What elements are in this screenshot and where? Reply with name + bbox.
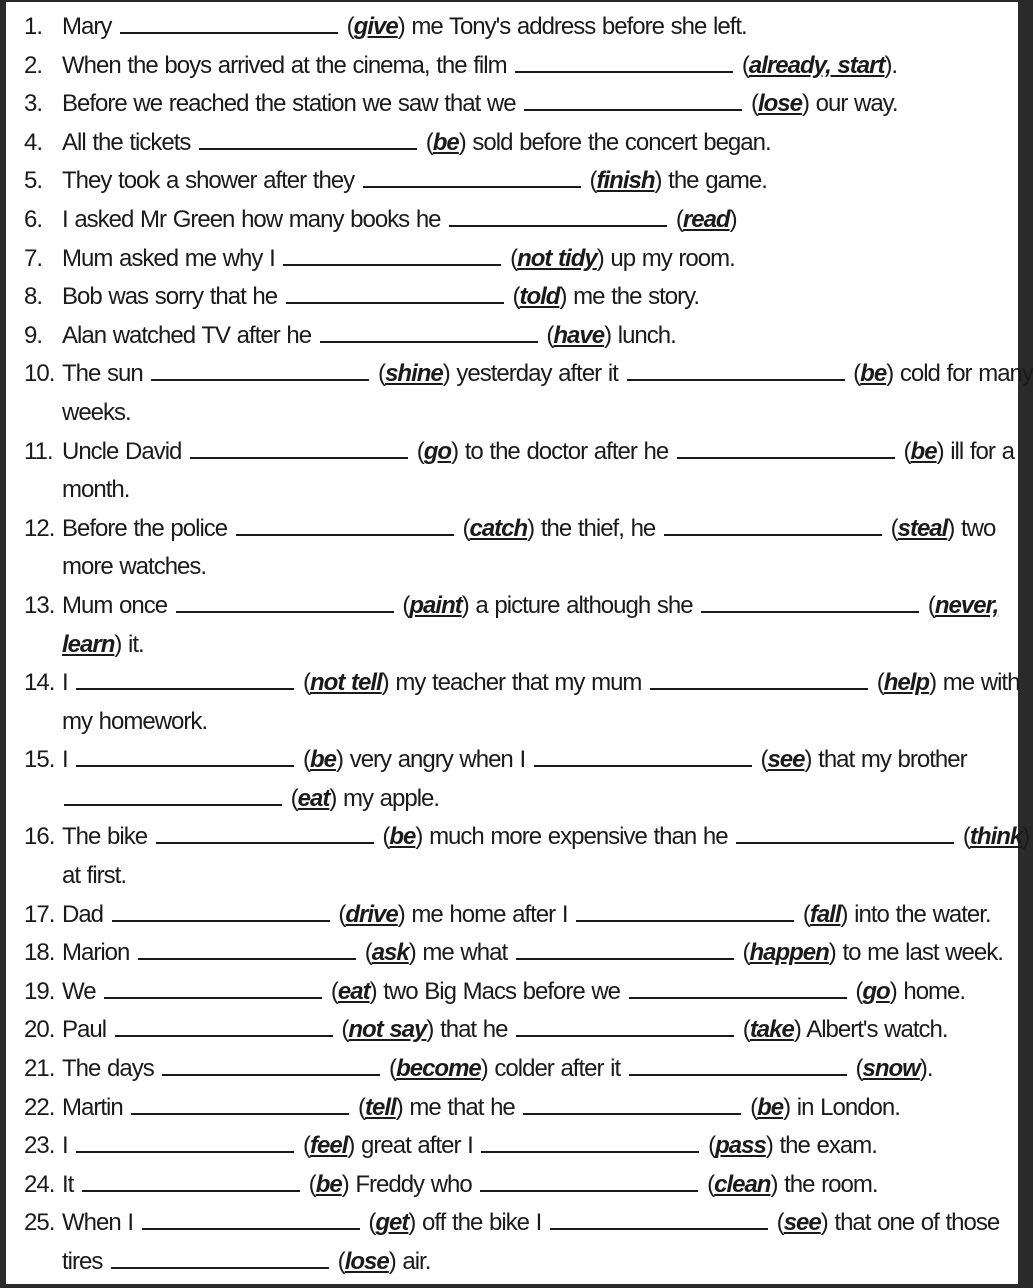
- sentence-text: (: [382, 1055, 397, 1083]
- sentence-text: Marion: [62, 939, 137, 967]
- sentence-text: (: [284, 784, 298, 812]
- sentence-text: ) our way.: [801, 90, 898, 118]
- sentence-text: Before the police: [62, 514, 234, 542]
- answer-blank[interactable]: [82, 1172, 300, 1192]
- answer-blank[interactable]: [677, 439, 895, 459]
- answer-blank[interactable]: [138, 940, 356, 960]
- item-number: 6.: [24, 205, 43, 233]
- sentence-text: ) sold before the concert began.: [458, 128, 771, 156]
- sentence-text: ) home.: [889, 977, 966, 1005]
- verb-hint: ask: [371, 939, 409, 967]
- exercise-item: [24, 317, 1010, 356]
- sentence-text: Martin: [62, 1093, 130, 1121]
- verb-hint: help: [883, 669, 930, 697]
- sentence-text: Mary: [62, 13, 118, 40]
- sentence-text: ) lunch.: [604, 321, 676, 349]
- sentence-text: The days: [62, 1055, 161, 1083]
- verb-hint: clean: [714, 1170, 771, 1198]
- sentence-text: ) air.: [388, 1248, 431, 1275]
- sentence-text: When I: [62, 1209, 140, 1237]
- sentence-text: (: [503, 244, 518, 272]
- answer-blank[interactable]: [481, 1133, 699, 1153]
- exercise-item: [24, 162, 1010, 201]
- item-sentence: [62, 8, 1010, 47]
- answer-blank[interactable]: [550, 1210, 768, 1230]
- verb-hint: eat: [337, 977, 370, 1005]
- item-number: 24.: [24, 1170, 55, 1198]
- sentence-text: ) two Big Macs before we: [369, 977, 627, 1005]
- sentence-text: (: [296, 669, 311, 697]
- answer-blank[interactable]: [151, 361, 369, 381]
- item-sentence: [62, 278, 1010, 317]
- exercise-item: [24, 47, 1010, 86]
- verb-hint: give: [353, 13, 398, 40]
- sentence-text: ).: [919, 1055, 933, 1083]
- item-number: 25.: [24, 1209, 55, 1237]
- sentence-text: more watches.: [62, 553, 207, 581]
- exercise-item: [24, 124, 1010, 163]
- exercise-item: [24, 278, 1010, 317]
- sentence-text: Mum asked me why I: [62, 244, 282, 272]
- verb-hint: be: [310, 746, 337, 774]
- item-continuation: [24, 471, 1010, 510]
- answer-blank[interactable]: [736, 824, 954, 844]
- exercise-item: [24, 1050, 1010, 1089]
- verb-hint: go: [862, 977, 890, 1005]
- sentence-text: ) that my brother: [804, 746, 967, 774]
- sentence-text: weeks.: [62, 398, 131, 426]
- sentence-text: Bob was sorry that he: [62, 283, 284, 311]
- verb-hint: lose: [344, 1248, 389, 1275]
- item-number: 15.: [24, 746, 55, 774]
- answer-blank[interactable]: [111, 1249, 329, 1269]
- exercise-item: [24, 510, 1010, 549]
- sentence-text: ) me home after I: [397, 900, 575, 928]
- verb-hint: not say: [348, 1016, 427, 1044]
- sentence-text: my homework.: [62, 707, 208, 735]
- sentence-text: (: [870, 669, 884, 697]
- exercise-item: [24, 1166, 1010, 1205]
- verb-hint: take: [749, 1016, 794, 1044]
- verb-hint: fall: [809, 900, 841, 928]
- verb-hint: read: [682, 205, 730, 233]
- answer-blank[interactable]: [76, 747, 294, 767]
- verb-hint: happen: [749, 939, 829, 967]
- sentence-text: ) me what: [408, 939, 514, 967]
- sentence-text: ) into the water.: [840, 900, 991, 928]
- item-number: 18.: [24, 939, 55, 967]
- item-sentence: [62, 240, 1010, 279]
- verb-hint: finish: [596, 167, 655, 195]
- answer-blank[interactable]: [576, 902, 794, 922]
- verb-hint: go: [423, 437, 452, 465]
- answer-blank[interactable]: [516, 940, 734, 960]
- item-sentence: [62, 1204, 1010, 1243]
- item-number: 1.: [24, 13, 43, 40]
- sentence-text: ) me that he: [395, 1093, 522, 1121]
- sentence-text: ) colder after it: [480, 1055, 627, 1083]
- exercise-item: [24, 1089, 1010, 1128]
- sentence-text: (: [351, 1093, 366, 1121]
- verb-hint: told: [519, 283, 560, 311]
- verb-hint: not tell: [310, 669, 382, 697]
- sentence-text: ): [729, 205, 737, 233]
- answer-blank[interactable]: [131, 1095, 349, 1115]
- item-continuation: [24, 857, 1010, 896]
- sentence-text: (: [701, 1132, 716, 1160]
- sentence-text: ) that he: [426, 1016, 515, 1044]
- item-sentence: [62, 1050, 1010, 1089]
- answer-blank[interactable]: [524, 91, 742, 111]
- item-continuation: [24, 780, 1010, 819]
- sentence-text: ) off the bike I: [408, 1209, 549, 1237]
- verb-hint: become: [396, 1055, 481, 1083]
- sentence-text: ) the room.: [770, 1170, 878, 1198]
- sentence-text: ) a picture although she: [461, 591, 700, 619]
- sentence-text: ) it.: [114, 630, 144, 658]
- item-number: 11.: [24, 437, 53, 465]
- item-sentence: [62, 664, 1019, 703]
- item-sentence: [62, 934, 1010, 973]
- sentence-text: ): [1022, 823, 1030, 851]
- answer-blank[interactable]: [627, 361, 845, 381]
- item-sentence: [62, 201, 1010, 240]
- sentence-text: It: [62, 1170, 81, 1198]
- sentence-text: The bike: [62, 823, 154, 851]
- item-number: 16.: [24, 823, 55, 851]
- sentence-text: (: [455, 514, 470, 542]
- sentence-text: (: [770, 1209, 784, 1237]
- item-number: 2.: [24, 51, 43, 79]
- exercise-item: [24, 664, 1020, 703]
- answer-blank[interactable]: [64, 786, 282, 806]
- item-sentence: [62, 1166, 1010, 1205]
- sentence-text: The sun: [62, 360, 150, 388]
- sentence-text: ) me the story.: [559, 283, 700, 311]
- item-sentence: [62, 818, 1029, 857]
- sentence-text: (: [883, 514, 898, 542]
- sentence-text: (: [361, 1209, 376, 1237]
- item-number: 14.: [24, 669, 55, 697]
- item-sentence: [62, 741, 1010, 780]
- sentence-text: (: [669, 205, 683, 233]
- answer-blank[interactable]: [76, 670, 294, 690]
- sentence-text: (: [371, 360, 386, 388]
- exercise-item: [24, 85, 1010, 124]
- verb-hint: be: [757, 1093, 784, 1121]
- sentence-text: (: [302, 1170, 316, 1198]
- item-number: 5.: [24, 167, 43, 195]
- exercise-item: [24, 818, 1030, 857]
- verb-hint: catch: [469, 514, 528, 542]
- sentence-text: ) that one of those: [820, 1209, 1000, 1237]
- sentence-text: (: [395, 591, 410, 619]
- exercise-item: [24, 1127, 1010, 1166]
- answer-blank[interactable]: [363, 168, 581, 188]
- item-sentence: [62, 1127, 1010, 1166]
- item-sentence: [62, 124, 1010, 163]
- item-sentence: [62, 433, 1014, 472]
- sentence-text: ) in London.: [783, 1093, 900, 1121]
- verb-hint: learn: [62, 630, 115, 658]
- sentence-text: ) great after I: [347, 1132, 480, 1160]
- exercise-item: [24, 1011, 1010, 1050]
- item-continuation: [24, 394, 1010, 433]
- sentence-text: Alan watched TV after he: [62, 321, 318, 349]
- sentence-text: ) me with: [929, 669, 1020, 697]
- item-number: 12.: [24, 514, 55, 542]
- sentence-text: ) cold for many: [886, 360, 1033, 388]
- answer-blank[interactable]: [120, 14, 338, 34]
- sentence-text: Paul: [62, 1016, 113, 1044]
- item-continuation: [24, 703, 1010, 742]
- item-continuation: [24, 626, 1010, 665]
- item-number: 17.: [24, 900, 55, 928]
- answer-blank[interactable]: [115, 1017, 333, 1037]
- sentence-text: (: [753, 746, 768, 774]
- verb-hint: be: [432, 128, 459, 156]
- answer-blank[interactable]: [320, 323, 538, 343]
- item-sentence: [62, 587, 1010, 626]
- sentence-text: ) the exam.: [765, 1132, 877, 1160]
- item-number: 20.: [24, 1016, 55, 1044]
- verb-hint: drive: [345, 900, 398, 928]
- verb-hint: steal: [897, 514, 948, 542]
- verb-hint: think: [969, 823, 1023, 851]
- verb-hint: see: [783, 1209, 821, 1237]
- item-sentence: [62, 162, 1010, 201]
- sentence-text: ) much more expensive than he: [415, 823, 735, 851]
- sentence-text: (: [896, 437, 911, 465]
- answer-blank[interactable]: [236, 516, 454, 536]
- sentence-text: ) very angry when I: [336, 746, 532, 774]
- sentence-text: (: [539, 321, 554, 349]
- verb-hint: have: [553, 321, 605, 349]
- sentence-text: ) the game.: [654, 167, 767, 195]
- sentence-text: (: [419, 128, 433, 156]
- sentence-text: ).: [884, 51, 898, 79]
- item-number: 23.: [24, 1132, 55, 1160]
- answer-blank[interactable]: [142, 1210, 360, 1230]
- item-sentence: [62, 85, 1010, 124]
- verb-hint: be: [315, 1170, 342, 1198]
- sentence-text: ) Freddy who: [341, 1170, 479, 1198]
- item-sentence: [62, 973, 1010, 1012]
- exercise-item: [24, 1204, 1010, 1243]
- answer-blank[interactable]: [650, 670, 868, 690]
- sentence-text: ) Albert's watch.: [793, 1016, 948, 1044]
- exercise-item: [24, 741, 1010, 780]
- sentence-text: (: [324, 977, 338, 1005]
- exercise-item: [24, 8, 1010, 47]
- item-sentence: [62, 47, 1010, 86]
- sentence-text: (: [334, 1016, 349, 1044]
- sentence-text: (: [921, 591, 935, 619]
- verb-hint: tell: [365, 1093, 396, 1121]
- sentence-text: Before we reached the station we saw that we: [62, 90, 523, 118]
- sentence-text: Uncle David: [62, 437, 189, 465]
- sentence-text: (: [410, 437, 424, 465]
- sentence-text: (: [846, 360, 861, 388]
- answer-blank[interactable]: [190, 439, 408, 459]
- sentence-text: (: [848, 977, 863, 1005]
- sentence-text: (: [296, 1132, 311, 1160]
- sentence-text: (: [848, 1055, 863, 1083]
- answer-blank[interactable]: [664, 516, 882, 536]
- item-number: 10.: [24, 360, 55, 388]
- exercise-list: [24, 8, 1033, 1282]
- answer-blank[interactable]: [515, 53, 733, 73]
- item-number: 4.: [24, 128, 43, 156]
- sentence-text: (: [743, 1093, 758, 1121]
- sentence-text: (: [331, 1248, 345, 1275]
- sentence-text: ) the thief, he: [527, 514, 662, 542]
- answer-blank[interactable]: [283, 246, 501, 266]
- answer-blank[interactable]: [104, 979, 322, 999]
- sentence-text: All the tickets: [62, 128, 198, 156]
- verb-hint: shine: [385, 360, 443, 388]
- sentence-text: Mum once: [62, 591, 174, 619]
- sentence-text: (: [375, 823, 390, 851]
- sentence-text: (: [340, 13, 354, 40]
- sentence-text: ) to the doctor after he: [451, 437, 675, 465]
- verb-hint: be: [910, 437, 937, 465]
- answer-blank[interactable]: [199, 130, 417, 150]
- answer-blank[interactable]: [701, 593, 919, 613]
- sentence-text: Dad: [62, 900, 110, 928]
- item-number: 22.: [24, 1093, 55, 1121]
- sentence-text: (: [956, 823, 970, 851]
- item-number: 13.: [24, 591, 55, 619]
- answer-blank[interactable]: [629, 1056, 847, 1076]
- verb-hint: paint: [409, 591, 462, 619]
- sentence-text: When the boys arrived at the cinema, the film: [62, 51, 514, 79]
- sentence-text: (: [735, 939, 750, 967]
- exercise-item: [24, 355, 1033, 394]
- sentence-text: We: [62, 977, 103, 1005]
- exercise-item: [24, 896, 1010, 935]
- item-continuation: [24, 548, 1010, 587]
- answer-blank[interactable]: [76, 1133, 294, 1153]
- sentence-text: I asked Mr Green how many books he: [62, 205, 448, 233]
- verb-hint: pass: [715, 1132, 766, 1160]
- verb-hint: snow: [862, 1055, 920, 1083]
- sentence-text: ) ill for a: [936, 437, 1014, 465]
- sentence-text: tires: [62, 1248, 110, 1275]
- sentence-text: (: [736, 1016, 750, 1044]
- exercise-item: [24, 433, 1014, 472]
- sentence-text: ) my apple.: [329, 784, 440, 812]
- item-sentence: [62, 317, 1010, 356]
- sentence-text: at first.: [62, 862, 127, 890]
- sentence-text: (: [700, 1170, 715, 1198]
- sentence-text: ) yesterday after it: [442, 360, 625, 388]
- sentence-text: (: [582, 167, 597, 195]
- sentence-text: (: [296, 746, 311, 774]
- verb-hint: already, start: [748, 51, 885, 79]
- sentence-text: They took a shower after they: [62, 167, 361, 195]
- sentence-text: I: [62, 669, 75, 697]
- item-sentence: [62, 1089, 1010, 1128]
- sentence-text: (: [358, 939, 372, 967]
- answer-blank[interactable]: [162, 1056, 380, 1076]
- item-sentence: [62, 510, 1010, 549]
- answer-blank[interactable]: [523, 1095, 741, 1115]
- verb-hint: get: [375, 1209, 409, 1237]
- exercise-item: [24, 240, 1010, 279]
- item-number: 7.: [24, 244, 43, 272]
- sentence-text: I: [62, 1132, 75, 1160]
- answer-blank[interactable]: [112, 902, 330, 922]
- sentence-text: ) my teacher that my mum: [381, 669, 649, 697]
- verb-hint: be: [389, 823, 416, 851]
- verb-hint: be: [860, 360, 887, 388]
- verb-hint: see: [767, 746, 805, 774]
- answer-blank[interactable]: [516, 1017, 734, 1037]
- exercise-item: [24, 587, 1010, 626]
- exercise-item: [24, 934, 1010, 973]
- verb-hint: eat: [297, 784, 330, 812]
- item-number: 9.: [24, 321, 43, 349]
- answer-blank[interactable]: [480, 1172, 698, 1192]
- item-number: 19.: [24, 977, 55, 1005]
- answer-blank[interactable]: [286, 284, 504, 304]
- answer-blank[interactable]: [629, 979, 847, 999]
- verb-hint: lose: [757, 90, 802, 118]
- answer-blank[interactable]: [449, 207, 667, 227]
- sentence-text: (: [796, 900, 810, 928]
- item-continuation: [24, 1243, 1010, 1282]
- sentence-text: (: [744, 90, 758, 118]
- sentence-text: ) two: [947, 514, 996, 542]
- sentence-text: month.: [62, 476, 130, 504]
- item-number: 8.: [24, 283, 43, 311]
- verb-hint: not tidy: [517, 244, 597, 272]
- verb-hint: never,: [934, 591, 999, 619]
- answer-blank[interactable]: [156, 824, 374, 844]
- exercise-item: [24, 201, 1010, 240]
- item-sentence: [62, 896, 1010, 935]
- item-number: 21.: [24, 1055, 55, 1083]
- item-sentence: [62, 1011, 1010, 1050]
- sentence-text: ) me Tony's address before she left.: [397, 13, 747, 40]
- answer-blank[interactable]: [534, 747, 752, 767]
- verb-hint: feel: [310, 1132, 348, 1160]
- sentence-text: (: [331, 900, 346, 928]
- item-sentence: [62, 355, 1033, 394]
- worksheet-page: [6, 2, 1033, 1284]
- sentence-text: (: [505, 283, 520, 311]
- exercise-item: [24, 973, 1010, 1012]
- sentence-text: ) to me last week.: [828, 939, 1003, 967]
- item-number: 3.: [24, 90, 43, 118]
- sentence-text: I: [62, 746, 75, 774]
- sentence-text: ) up my room.: [596, 244, 735, 272]
- sentence-text: (: [735, 51, 749, 79]
- answer-blank[interactable]: [176, 593, 394, 613]
